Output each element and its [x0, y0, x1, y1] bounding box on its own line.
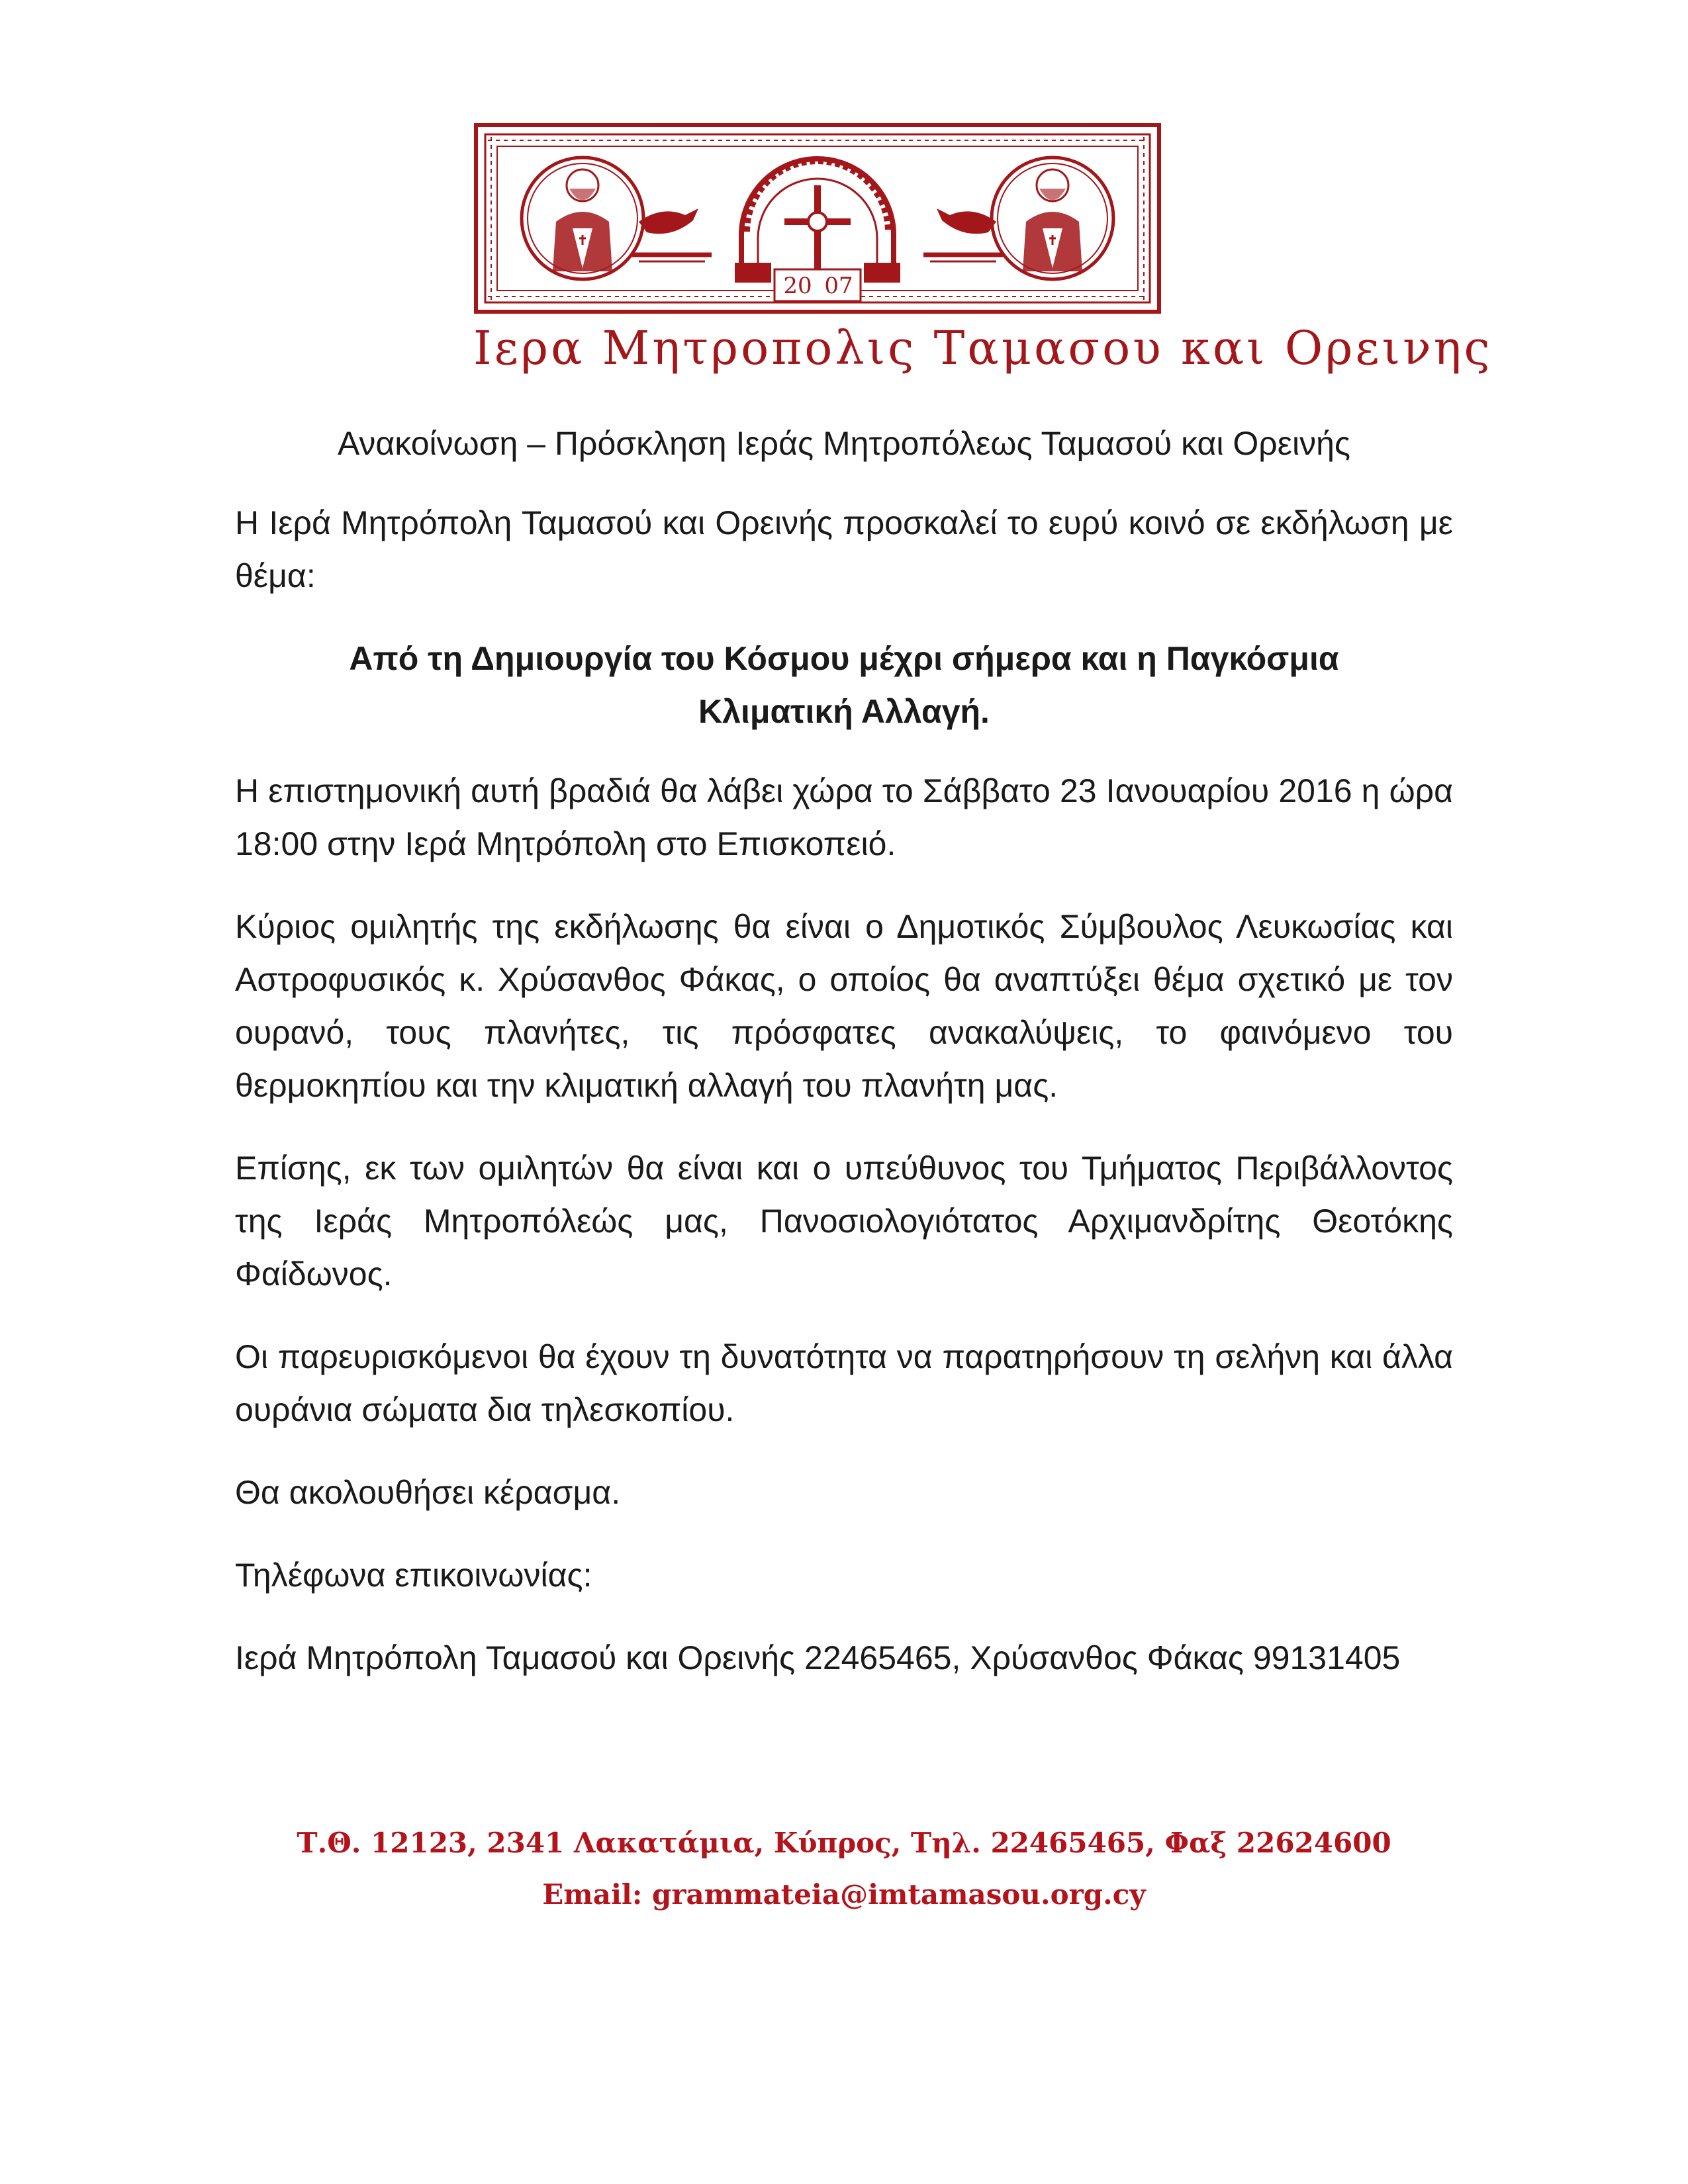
contacts-label: Τηλέφωνα επικοινωνίας: [235, 1557, 592, 1594]
emblem-banner [473, 122, 1162, 314]
announcement-heading: Ανακοίνωση – Πρόσκληση Ιεράς Μητροπόλεως Ταμασού και Ορεινής [337, 425, 1351, 462]
telescope-paragraph: Οι παρευρισκόμενοι θα έχουν τη δυνατότητα να παρατηρήσουν τη σελήνη και άλλα ουράνια σώματα δια τηλεσκοπίου. [235, 1338, 1453, 1428]
emblem-caption: Ιερα Μητροπολις Ταμασου και Ορεινης [473, 321, 1493, 375]
central-arch-cross [735, 159, 900, 283]
announcement-body [235, 417, 1453, 1714]
footer-email[interactable]: Email: grammateia@imtamasou.org.cy [542, 1878, 1146, 1911]
year-right: 07 [824, 273, 853, 299]
refreshments-paragraph: Θα ακολουθήσει κέρασμα. [235, 1474, 621, 1511]
event-title [235, 632, 1453, 738]
metropolis-emblem [473, 122, 1493, 375]
date-paragraph: Η επιστημονική αυτή βραδιά θα λάβει χώρα το Σάββατο 23 Ιανουαρίου 2016 η ώρα 18:00 στην Ιερά Μητρόπολη στο Επισκοπειό. [235, 772, 1453, 862]
year-plaque [774, 269, 861, 301]
event-title-line2: Κλιματική Αλλαγή. [698, 693, 990, 730]
right-saint-medallion [992, 158, 1113, 279]
speaker-paragraph: Κύριος ομιλητής της εκδήλωσης θα είναι ο Δημοτικός Σύμβουλος Λευκωσίας και Αστροφυσικός κ. Χρύσανθος Φάκας, ο οποίος θα αναπτύξει θέμα σχετικό με τον ουρανό, τους πλανήτες, τις πρόσφατες ανακαλύψεις, το φαινόμενο του θερμοκηπίου και την κλιματική αλλαγή του πλανήτη μας. [235, 908, 1453, 1104]
year-left: 20 [783, 273, 812, 299]
footer-address: Τ.Θ. 12123, 2341 Λακατάμια, Κύπρος, Τηλ. 22465465, Φαξ 22624600 [297, 1827, 1391, 1859]
second-speaker-paragraph: Επίσης, εκ των ομιλητών θα είναι και ο υπεύθυνος του Τμήματος Περιβάλλοντος της Ιεράς Μητροπόλεώς μας, Πανοσιολογιότατος Αρχιμανδρίτης Θεοτόκης Φαίδωνος. [235, 1150, 1453, 1293]
event-title-line1: Από τη Δημιουργία του Κόσμου μέχρι σήμερα και η Παγκόσμια [349, 640, 1339, 677]
contacts-value: Ιερά Μητρόπολη Ταμασού και Ορεινής 22465465, Χρύσανθος Φάκας 99131405 [235, 1639, 1401, 1676]
left-saint-medallion [522, 158, 643, 279]
intro-paragraph: Η Ιερά Μητρόπολη Ταμασού και Ορεινής προσκαλεί το ευρύ κοινό σε εκδήλωση με θέμα: [235, 504, 1453, 594]
